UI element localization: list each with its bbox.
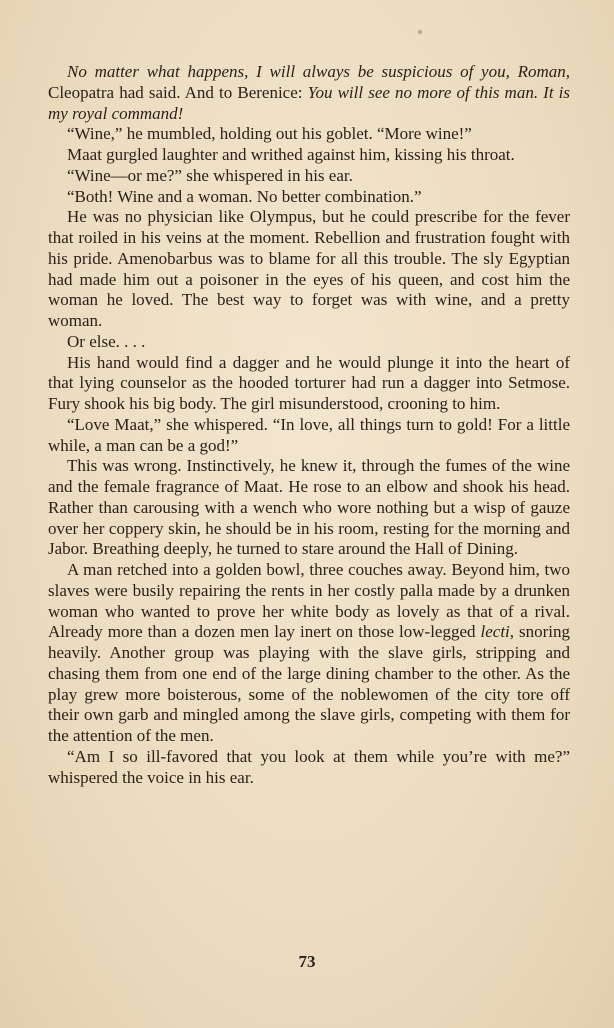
paragraph [48,187,570,208]
italic-text: No matter what happens, I will always be suspicious of you, Roman, [67,62,570,81]
text-run: “Love Maat,” she whispered. “In love, all things turn to gold! For a little while, a man can be a god!” [48,414,570,455]
page-number: 73 [298,952,316,971]
text-run: Cleopatra had said. And to Berenice: [48,82,308,102]
paragraph [48,560,570,747]
paragraph [48,415,570,457]
text-run: “Am I so ill-favored that you look at them while you’re with me?” whispered the voice in his ear. [48,746,570,787]
text-run: “Wine—or me?” she whispered in his ear. [67,165,353,185]
paragraph [48,456,570,560]
paragraph [48,207,570,332]
text-run: Maat gurgled laughter and writhed against him, kissing his throat. [67,145,515,164]
italic-text: lecti, [480,622,515,642]
text-run: Or else. . . . [67,331,146,351]
paragraph [48,62,570,124]
text-run: His hand would find a dagger and he would plunge it into the heart of that lying counselor as the hooded torturer had run a dagger into Setmose. Fury shook his big body. The girl misunderstood, crooning to him. [48,352,570,413]
book-page-text [48,62,570,788]
text-run: snoring heavily. Another group was playing with the slave girls, stripping and chasing them from one end of the large dining chamber to the other. As the play grew more boisterous, some of the noblewomen of the city tore off their own garb and mingled among the slave girls, competing with them for the attention of the men. [48,622,571,745]
text-run: “Wine,” he mumbled, holding out his goblet. “More wine!” [67,124,472,144]
paragraph [48,166,570,187]
text-run: This was wrong. Instinctively, he knew it, through the fumes of the wine and the female fragrance of Maat. He rose to an elbow and shook his head. Rather than carousing with a wench who wore nothing but a wisp of gauze over her coppery skin, he should be in his room, resting for the morning and Jabor. Breathing deeply, he turned to stare around the Hall of Dining. [48,456,570,559]
paragraph [48,332,570,353]
ink-speck [418,30,422,34]
text-run: “Both! Wine and a woman. No better combination.” [67,186,422,206]
paragraph [48,124,570,145]
paragraph [48,747,570,789]
paragraph [48,145,570,166]
italic-text: You will see no more of this man. It is my royal command! [48,82,571,123]
text-run: He was no physician like Olympus, but he could prescribe for the fever that roiled in his veins at the moment. Rebellion and frustration fought with his pride. Amenobarbus was to blame for all this trouble. The sly Egyptian had made him out a poisoner in the eyes of his queen, and cost him the woman he loved. The best way to forget was with wine, and a pretty woman. [48,207,570,330]
paragraph [48,353,570,415]
text-run: A man retched into a golden bowl, three couches away. Beyond him, two slaves were busily repairing the rents in her costly palla made by a drunken woman who wanted to prove her white body as lovely as that of a rival. Already more than a dozen men lay inert on those low-legged [48,560,570,642]
